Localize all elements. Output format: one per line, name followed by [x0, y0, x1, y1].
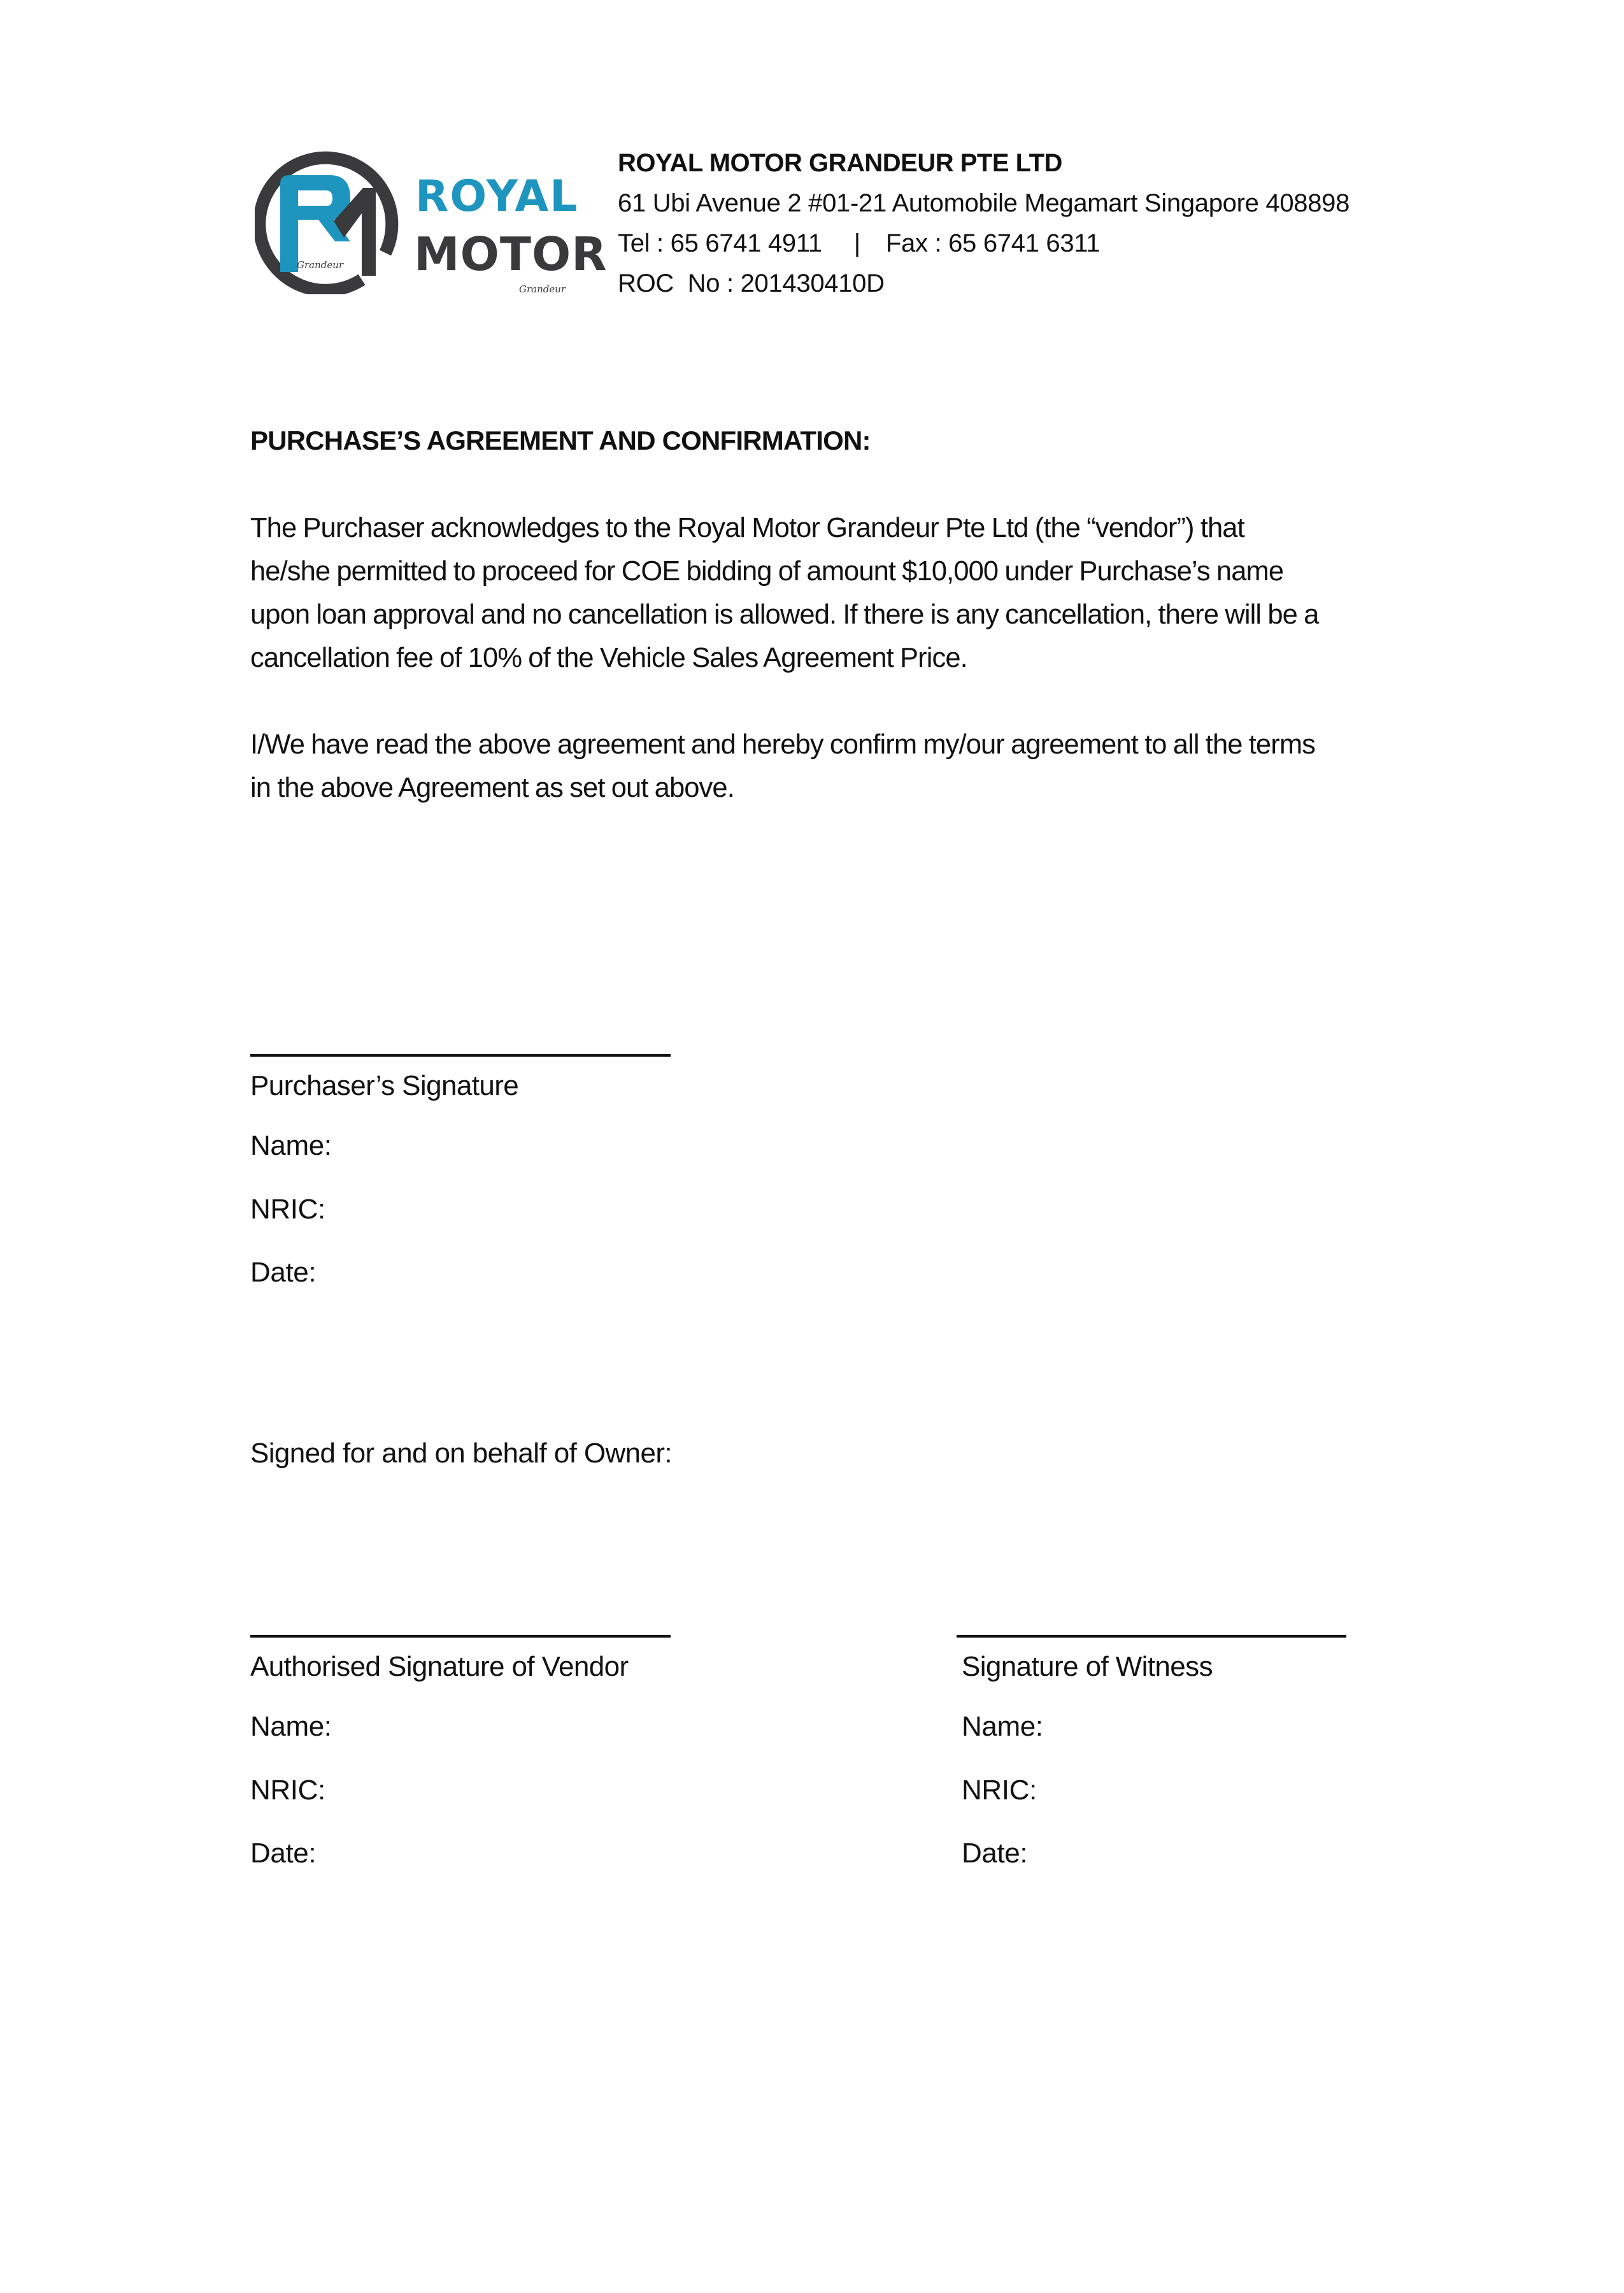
paragraph-line: in the above Agreement as set out above. [250, 773, 734, 803]
witness-name-label: Name: [962, 1711, 1043, 1742]
witness-date-label: Date: [962, 1838, 1028, 1869]
vendor-signature-block [250, 1635, 696, 1876]
logo-word-motor: MOTOR [414, 227, 608, 281]
purchaser-date-field[interactable] [325, 1262, 633, 1296]
purchaser-signature-caption: Purchaser’s Signature [250, 1070, 519, 1101]
witness-nric-field[interactable] [1046, 1780, 1354, 1813]
company-fax: Fax : 65 6741 6311 [885, 229, 1100, 257]
vendor-name-row [250, 1708, 696, 1750]
paragraph-line: upon loan approval and no cancellation is allowed. If there is any cancellation, there will be a [250, 599, 1319, 630]
vendor-signature-caption: Authorised Signature of Vendor [250, 1651, 629, 1682]
purchaser-signature-block [250, 1054, 696, 1296]
vendor-name-label: Name: [250, 1711, 332, 1742]
logo-script-outer: Grandeur [519, 283, 566, 295]
vendor-nric-field[interactable] [334, 1780, 643, 1813]
company-name: ROYAL MOTOR GRANDEUR PTE LTD [618, 149, 1062, 177]
owner-section-label: Signed for and on behalf of Owner: [250, 1438, 673, 1469]
purchaser-name-label: Name: [250, 1130, 332, 1161]
purchaser-nric-row [250, 1190, 696, 1232]
paragraph-line: cancellation fee of 10% of the Vehicle Sales Agreement Price. [250, 643, 967, 673]
witness-name-row [957, 1708, 1402, 1750]
purchaser-name-row [250, 1127, 696, 1169]
vendor-nric-label: NRIC: [250, 1774, 325, 1806]
contact-separator: | [853, 229, 860, 257]
purchaser-signature-line[interactable] [250, 1054, 671, 1057]
company-address: 61 Ubi Avenue 2 #01-21 Automobile Megamart Singapore 408898 [618, 189, 1350, 217]
witness-date-row [957, 1834, 1402, 1876]
purchaser-nric-field[interactable] [334, 1199, 643, 1232]
vendor-date-label: Date: [250, 1838, 317, 1869]
purchaser-date-label: Date: [250, 1257, 317, 1288]
witness-name-field[interactable] [1052, 1717, 1360, 1750]
witness-nric-label: NRIC: [962, 1774, 1037, 1806]
agreement-paragraph [250, 506, 1397, 680]
document-title: PURCHASE’S AGREEMENT AND CONFIRMATION: [250, 425, 871, 455]
company-tel: Tel : 65 6741 4911 [618, 229, 822, 257]
vendor-date-row [250, 1834, 696, 1876]
witness-signature-block [957, 1635, 1402, 1876]
logo-word-royal: ROYAL [415, 171, 579, 222]
purchaser-nric-label: NRIC: [250, 1193, 325, 1225]
logo-script-inner: Grandeur [297, 259, 344, 271]
company-contact [618, 224, 1350, 264]
vendor-signature-line[interactable] [250, 1635, 671, 1638]
purchaser-date-row [250, 1254, 696, 1296]
letterhead [255, 137, 1401, 303]
vendor-nric-row [250, 1771, 696, 1813]
rm-monogram-circle-icon [255, 145, 401, 294]
witness-signature-line[interactable] [957, 1635, 1346, 1638]
witness-signature-caption: Signature of Witness [962, 1651, 1213, 1682]
paragraph-line: he/she permitted to proceed for COE bidding of amount $10,000 under Purchase’s name [250, 556, 1284, 587]
company-info [618, 143, 1350, 304]
purchaser-name-field[interactable] [341, 1136, 649, 1169]
witness-date-field[interactable] [1036, 1843, 1344, 1876]
paragraph-line: I/We have read the above agreement and hereby confirm my/our agreement to all the terms [250, 729, 1315, 760]
company-logo [255, 145, 608, 297]
paragraph-line: The Purchaser acknowledges to the Royal Motor Grandeur Pte Ltd (the “vendor”) that [250, 513, 1244, 543]
vendor-date-field[interactable] [325, 1843, 633, 1876]
witness-nric-row [957, 1771, 1402, 1813]
vendor-name-field[interactable] [341, 1717, 649, 1750]
company-roc: ROC No : 201430410D [618, 269, 885, 297]
confirmation-paragraph [250, 723, 1397, 810]
